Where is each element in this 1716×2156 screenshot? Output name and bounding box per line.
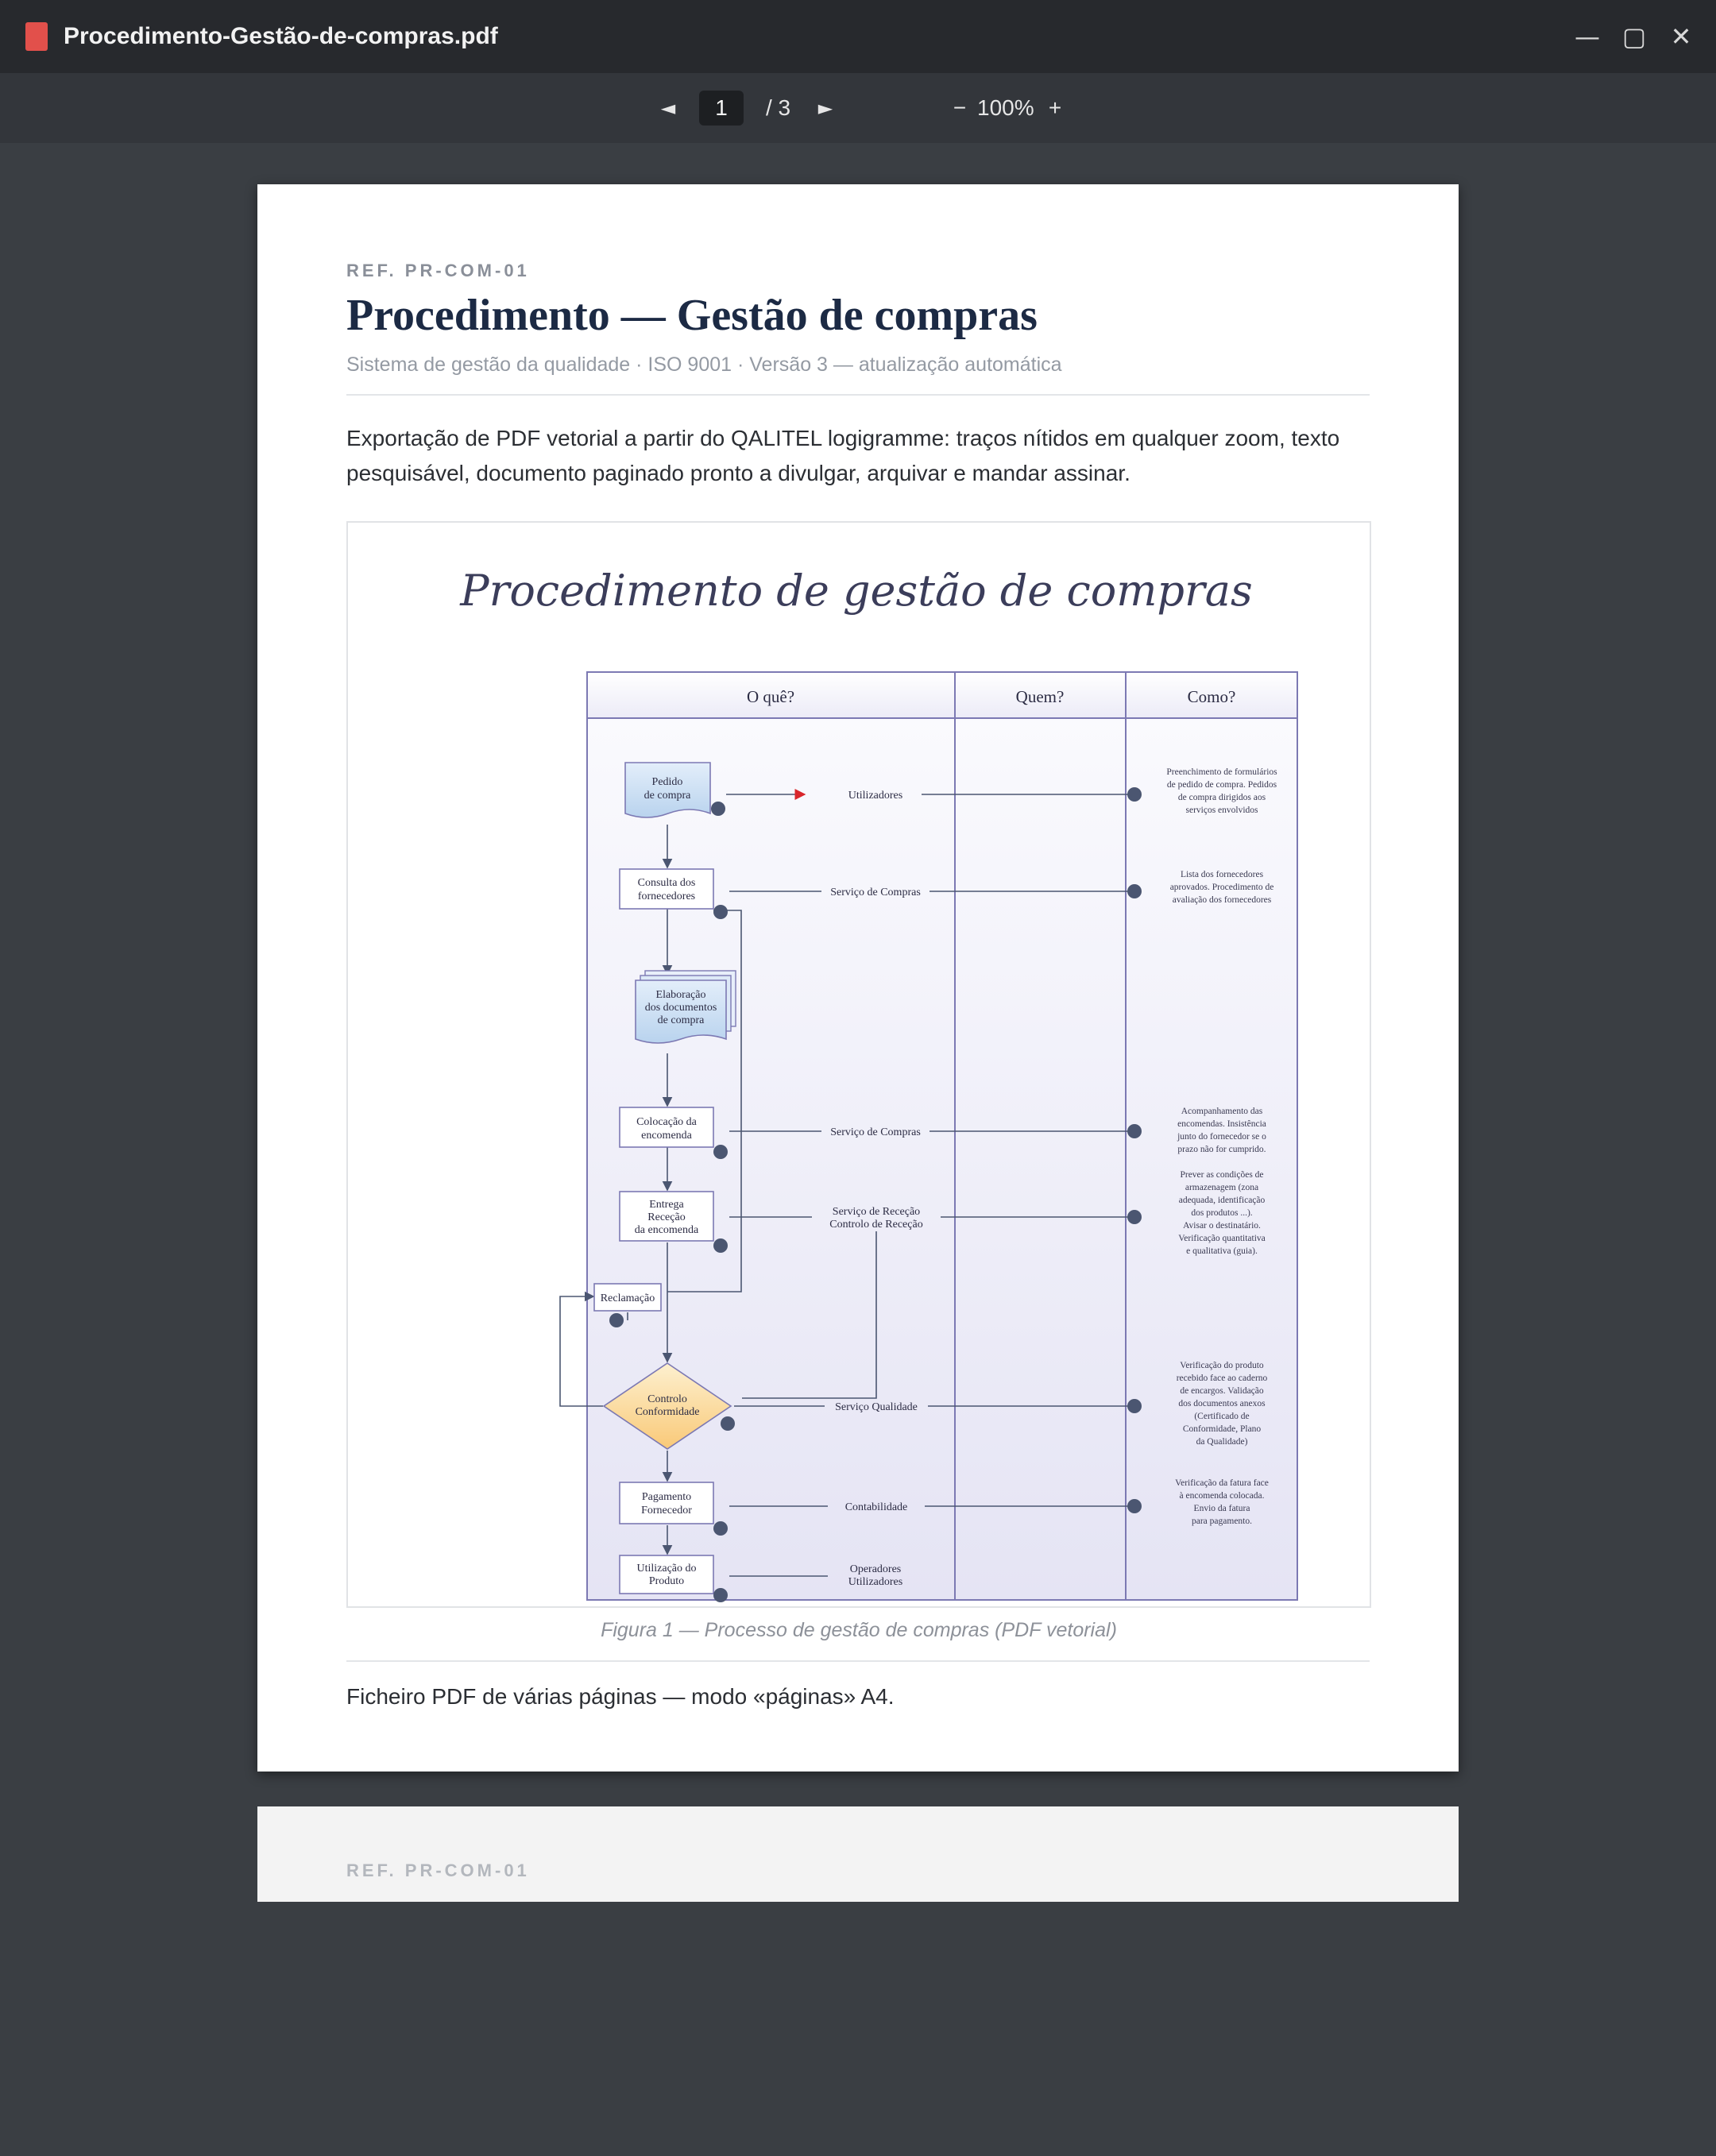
who-utilizacao: Utilizadores [848, 1576, 903, 1588]
step-utilizacao-shape [620, 1555, 713, 1594]
who-utilizacao: Operadores [849, 1563, 902, 1575]
how-colocacao: junto do fornecedor se o [1177, 1132, 1266, 1142]
how-colocacao: Acompanhamento das [1181, 1107, 1263, 1116]
connector-dot [713, 1521, 728, 1536]
connector-dot [713, 905, 728, 919]
document-ref: REF. PR-COM-01 [346, 261, 530, 280]
step-elaboracao-label: Elaboração [655, 989, 706, 1001]
how-colocacao: encomendas. Insistência [1177, 1119, 1266, 1129]
pdf-file-icon [25, 22, 48, 51]
how-pedido: Preenchimento de formulários [1166, 767, 1277, 777]
column-header-what: O quê? [746, 687, 795, 706]
how-controlo: (Certificado de [1194, 1412, 1250, 1421]
how-controlo: recebido face ao caderno [1176, 1374, 1268, 1383]
maximize-icon[interactable]: ▢ [1621, 21, 1647, 52]
prev-page-button[interactable]: ◄ [660, 97, 676, 119]
viewer-toolbar [0, 73, 1716, 143]
column-header-how: Como? [1187, 687, 1236, 706]
connector-dot [711, 802, 725, 816]
step-reclamacao-label: Reclamação [600, 1292, 655, 1304]
who-pagamento: Contabilidade [844, 1501, 908, 1513]
step-colocacao-label: Colocação da [636, 1116, 697, 1128]
footer-paragraph: Ficheiro PDF de várias páginas — modo «páginas» A4. [346, 1684, 895, 1709]
step-utilizacao-label: Utilização do [636, 1563, 697, 1574]
page-number-input[interactable]: 1 [699, 91, 744, 126]
how-entrega: dos produtos ...). [1191, 1208, 1253, 1218]
step-controlo-label: Controlo [647, 1393, 687, 1405]
pdf-page-2 [257, 1806, 1459, 1902]
page-count: / 3 [766, 95, 791, 120]
connector-dot [713, 1145, 728, 1159]
step-controlo-label: Conformidade [635, 1406, 700, 1418]
step-elaboracao-label: de compra [657, 1014, 705, 1026]
next-page-button[interactable]: ► [817, 97, 833, 119]
connector-dot [713, 1588, 728, 1602]
step-pedido-label: Pedido [651, 776, 683, 788]
step-pedido-label: de compra [644, 790, 691, 802]
connector-dot [721, 1416, 735, 1431]
connector-dot [1127, 1210, 1142, 1224]
minimize-icon[interactable]: — [1575, 21, 1600, 52]
how-controlo: dos documentos anexos [1178, 1399, 1266, 1408]
divider [346, 1660, 1370, 1662]
how-controlo: de encargos. Validação [1180, 1386, 1264, 1396]
connector-dot [1127, 884, 1142, 898]
step-colocacao-label: encomenda [641, 1130, 692, 1142]
how-pagamento: Envio da fatura [1193, 1504, 1250, 1513]
how-entrega: Avisar o destinatário. [1183, 1221, 1261, 1231]
how-pagamento: para pagamento. [1192, 1517, 1252, 1526]
pdf-page-1 [257, 184, 1459, 1772]
connector-dot [1127, 787, 1142, 802]
who-consulta: Serviço de Compras [830, 887, 921, 898]
who-colocacao: Serviço de Compras [830, 1126, 921, 1138]
connector-dot [609, 1313, 624, 1327]
flowchart-title: Procedimento de gestão de compras [460, 566, 1253, 616]
zoom-out-button[interactable]: − [953, 95, 967, 120]
step-consulta-shape [620, 869, 713, 909]
connector-dot [713, 1238, 728, 1253]
connector-dot [1127, 1124, 1142, 1138]
how-entrega: Verificação quantitativa [1178, 1234, 1266, 1243]
how-entrega: e qualitativa (guia). [1186, 1246, 1258, 1256]
step-entrega-label: Receção [647, 1211, 686, 1223]
how-pedido: de pedido de compra. Pedidos [1166, 780, 1277, 790]
who-controlo: Serviço Qualidade [835, 1401, 918, 1413]
who-entrega: Controlo de Receção [829, 1219, 923, 1231]
connector-dot [1127, 1499, 1142, 1513]
step-pagamento-label: Fornecedor [641, 1505, 692, 1517]
step-elaboracao-label: dos documentos [644, 1002, 717, 1014]
step-consulta-label: fornecedores [637, 891, 696, 902]
who-pedido: Utilizadores [848, 790, 903, 802]
step-consulta-label: Consulta dos [637, 877, 696, 889]
how-controlo: Verificação do produto [1180, 1361, 1264, 1370]
flowchart-figure [348, 523, 1370, 1606]
how-entrega: adequada, identificação [1178, 1196, 1266, 1205]
intro-paragraph: Exportação de PDF vetorial a partir do QALITEL logigramme: traços nítidos em qualquer zoom, texto pesquisável, documento paginado pronto a divulgar, arquivar e mandar assinar. [346, 426, 1340, 485]
how-controlo: Conformidade, Plano [1182, 1424, 1262, 1434]
who-entrega: Serviço de Receção [832, 1206, 921, 1218]
figure-caption: Figura 1 — Processo de gestão de compras (PDF vetorial) [601, 1619, 1117, 1641]
how-consulta: Lista dos fornecedores [1180, 870, 1264, 879]
connector-dot [1127, 1399, 1142, 1413]
close-icon[interactable]: ✕ [1670, 21, 1692, 52]
zoom-in-button[interactable]: + [1048, 95, 1062, 120]
how-pedido: serviços envolvidos [1185, 806, 1258, 815]
how-entrega: Prever as condições de [1180, 1170, 1264, 1180]
zoom-level: 100% [977, 95, 1034, 120]
window-title: Procedimento-Gestão-de-compras.pdf [64, 23, 498, 49]
document-title: Procedimento — Gestão de compras [346, 291, 1038, 340]
how-pagamento: Verificação da fatura face [1175, 1478, 1269, 1488]
how-consulta: avaliação dos fornecedores [1172, 895, 1272, 905]
step-pagamento-label: Pagamento [641, 1491, 692, 1503]
step-pagamento-shape [620, 1482, 713, 1524]
document-subtitle: Sistema de gestão da qualidade · ISO 9001 · Versão 3 — atualização automática [346, 354, 1062, 376]
column-header-who: Quem? [1015, 687, 1065, 706]
figure-frame [346, 521, 1371, 1608]
how-consulta: aprovados. Procedimento de [1169, 883, 1274, 892]
document-ref: REF. PR-COM-01 [346, 1860, 530, 1880]
title-bar [0, 0, 1716, 73]
how-controlo: da Qualidade) [1196, 1437, 1248, 1447]
step-utilizacao-label: Produto [648, 1575, 685, 1587]
divider [346, 394, 1370, 396]
how-pagamento: à encomenda colocada. [1179, 1491, 1265, 1501]
step-entrega-label: da encomenda [634, 1224, 699, 1236]
how-entrega: armazenagem (zona [1185, 1183, 1259, 1192]
how-pedido: de compra dirigidos aos [1177, 793, 1266, 802]
step-entrega-label: Entrega [649, 1199, 684, 1211]
how-colocacao: prazo não for cumprido. [1177, 1145, 1266, 1154]
